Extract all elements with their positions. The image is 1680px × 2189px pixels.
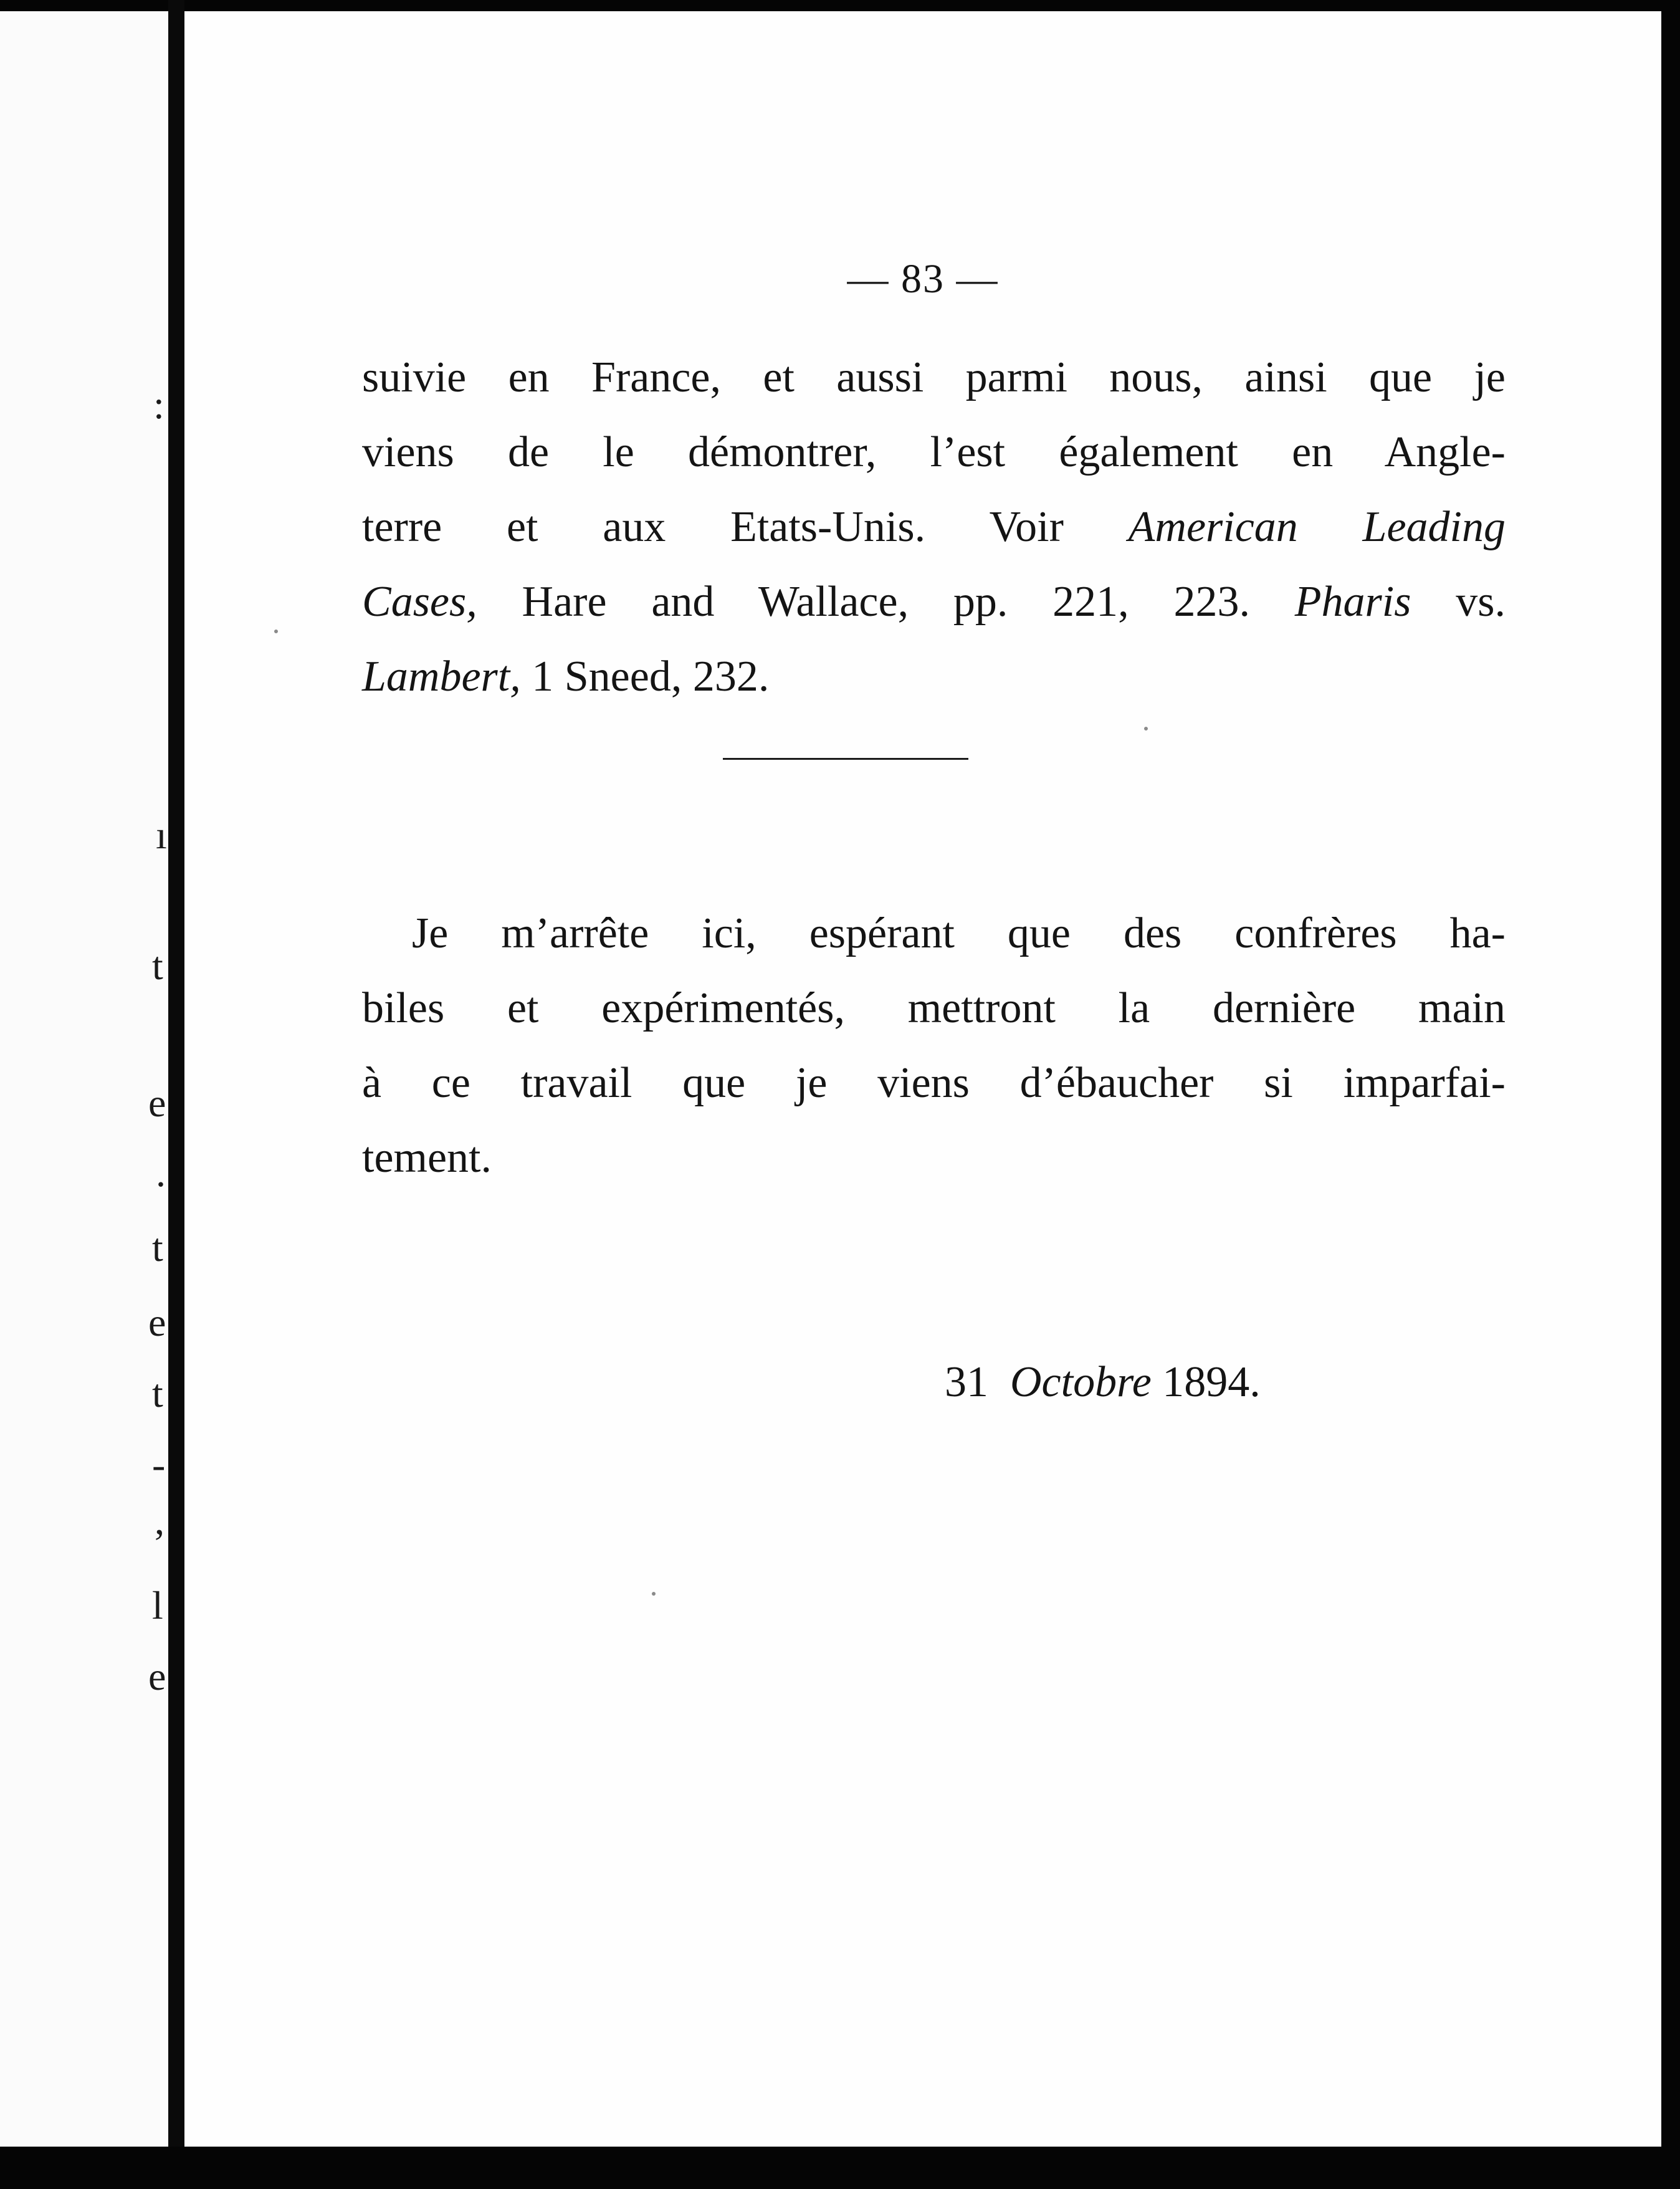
page-gutter: [168, 0, 184, 2189]
text-run: 1 Sneed, 232.: [520, 653, 770, 701]
left-page-fragment: t: [152, 1371, 163, 1415]
date-month: Octobre: [1010, 1358, 1152, 1406]
section-divider: [723, 758, 968, 760]
text-run: vs.: [1411, 578, 1506, 626]
left-page-fragment: e: [148, 1654, 166, 1698]
text-line: Je m’arrête ici, espérant que des confrères ha-: [412, 909, 1506, 957]
case-name-italic: Lambert,: [362, 653, 521, 701]
text-run: Hare and Wallace, pp. 221, 223.: [477, 578, 1295, 626]
paragraph-citation: [362, 340, 1506, 714]
text-line: [362, 490, 1506, 565]
text-line: à ce travail que je viens d’ébaucher si imparfai-: [362, 1059, 1506, 1107]
paragraph-closing: [362, 896, 1506, 1195]
text-line: biles et expérimentés, mettront la dernière main: [362, 984, 1506, 1032]
left-page-fragment: .: [156, 1151, 166, 1195]
text-run: terre et aux Etats-Unis. Voir: [362, 503, 1129, 551]
date-year: 1894.: [1162, 1358, 1261, 1406]
left-page-fragment: t: [152, 944, 163, 988]
paper-speck: [652, 1592, 656, 1596]
book-page: [184, 11, 1661, 2147]
text-line: suivie en France, et aussi parmi nous, ainsi que je: [362, 353, 1506, 401]
case-name-italic: Pharis: [1294, 578, 1411, 626]
scan-bottom-edge: [0, 2147, 1680, 2189]
page-number: — 83 —: [847, 256, 999, 302]
date-day: 31: [945, 1358, 988, 1406]
case-title-italic: American Leading: [1128, 503, 1506, 551]
left-page-edge: [0, 11, 168, 2149]
left-page-fragment: -: [152, 1442, 166, 1487]
left-page-fragment: ı: [156, 813, 167, 857]
left-page-fragment: e: [148, 1300, 166, 1344]
left-page-fragment: :: [153, 383, 165, 427]
left-page-fragment: e: [148, 1081, 166, 1125]
text-line: viens de le démontrer, l’est également en Angle-: [362, 428, 1506, 476]
signature-date: [945, 1358, 1261, 1407]
paper-speck: [1144, 727, 1148, 730]
text-line: [362, 565, 1506, 639]
left-page-fragment: l: [152, 1583, 163, 1627]
case-title-italic: Cases,: [362, 578, 477, 626]
paper-speck: [274, 630, 278, 633]
left-page-fragment: ,: [155, 1498, 165, 1543]
left-page-fragment: t: [152, 1225, 163, 1270]
text-line: tement.: [362, 1134, 492, 1182]
text-line: [362, 639, 1506, 714]
